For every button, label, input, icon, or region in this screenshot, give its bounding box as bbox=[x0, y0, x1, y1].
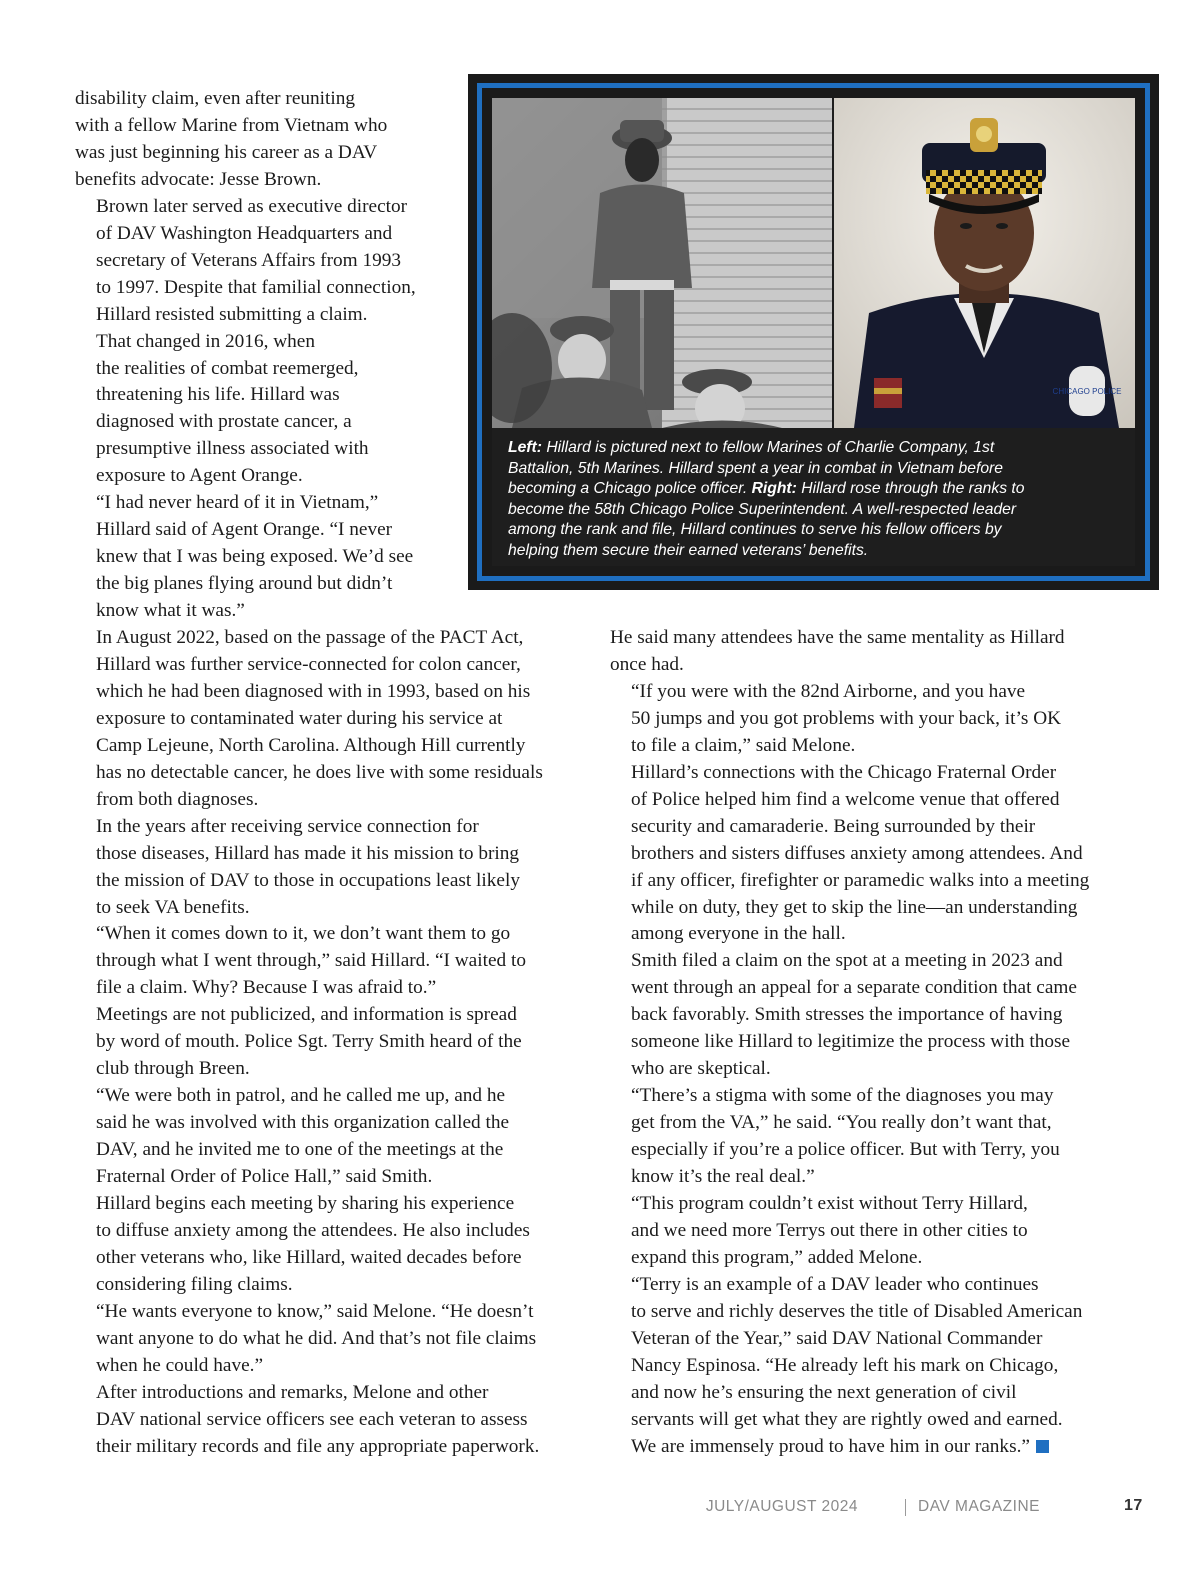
paragraph bbox=[610, 625, 1130, 679]
caption-text: helping them secure their earned veterans’ benefits. bbox=[508, 541, 869, 559]
photo-caption bbox=[508, 438, 1118, 562]
paragraph bbox=[75, 1380, 580, 1461]
text-line: and we need more Terrys out there in other cities to bbox=[631, 1219, 1028, 1241]
caption-line bbox=[508, 520, 1118, 541]
text-line: considering filing claims. bbox=[96, 1273, 293, 1295]
text-line: to seek VA benefits. bbox=[96, 896, 250, 918]
text-line: Hillard’s connections with the Chicago Fraternal Order bbox=[631, 761, 1057, 783]
paragraph bbox=[75, 329, 455, 491]
paragraph bbox=[75, 194, 455, 329]
text-line: by word of mouth. Police Sgt. Terry Smith heard of the bbox=[96, 1031, 522, 1053]
text-line: Camp Lejeune, North Carolina. Although Hill currently bbox=[96, 734, 526, 756]
text-line: file a claim. Why? Because I was afraid to.” bbox=[96, 977, 437, 999]
text-line: who are skeptical. bbox=[631, 1058, 771, 1080]
photo-police-superintendent bbox=[834, 98, 1135, 428]
text-line: know it’s the real deal.” bbox=[631, 1166, 815, 1188]
paragraph bbox=[75, 921, 580, 1002]
text-line: In August 2022, based on the passage of the PACT Act, bbox=[96, 627, 524, 648]
text-line: That changed in 2016, when bbox=[96, 330, 315, 352]
text-line: of Police helped him find a welcome venue that offered bbox=[631, 788, 1060, 810]
paragraph bbox=[75, 86, 455, 194]
text-line: Smith filed a claim on the spot at a meeting in 2023 and bbox=[631, 950, 1063, 972]
text-line: get from the VA,” he said. “You really don’t want that, bbox=[631, 1112, 1052, 1134]
text-line: secretary of Veterans Affairs from 1993 bbox=[96, 249, 402, 271]
text-line: which he had been diagnosed with in 1993, based on his bbox=[96, 680, 531, 702]
paragraph bbox=[610, 679, 1130, 760]
text-line: of DAV Washington Headquarters and bbox=[96, 222, 393, 244]
text-line: presumptive illness associated with bbox=[96, 438, 369, 460]
text-line: security and camaraderie. Being surrounded by their bbox=[631, 815, 1036, 837]
text-line: among everyone in the hall. bbox=[631, 923, 846, 945]
footer-magazine-name: DAV MAGAZINE bbox=[918, 1498, 1040, 1515]
text-line: those diseases, Hillard has made it his mission to bring bbox=[96, 842, 520, 864]
paragraph bbox=[75, 1299, 580, 1380]
text-line: We are immensely proud to have him in our ranks.” bbox=[610, 1434, 1130, 1461]
paragraph bbox=[75, 625, 580, 814]
text-line: “He wants everyone to know,” said Melone. “He doesn’t bbox=[96, 1300, 534, 1322]
text-line: “When it comes down to it, we don’t want them to go bbox=[96, 923, 511, 945]
text-line: Meetings are not publicized, and information is spread bbox=[96, 1004, 517, 1026]
text-line: to file a claim,” said Melone. bbox=[631, 734, 856, 756]
caption-line bbox=[508, 541, 1118, 562]
text-line: club through Breen. bbox=[96, 1058, 250, 1080]
text-line: expand this program,” added Melone. bbox=[631, 1246, 923, 1268]
article-column-right bbox=[610, 625, 1130, 1461]
text-line: Hillard said of Agent Orange. “I never bbox=[96, 519, 393, 541]
text-line: and now he’s ensuring the next generation of civil bbox=[631, 1381, 1017, 1403]
paragraph bbox=[610, 1272, 1130, 1461]
text-line: exposure to contaminated water during his service at bbox=[96, 707, 503, 729]
text-line: Fraternal Order of Police Hall,” said Smith. bbox=[96, 1166, 433, 1188]
text-line: while on duty, they get to skip the line—an understanding bbox=[631, 896, 1078, 918]
text-line: the big planes flying around but didn’t bbox=[96, 573, 393, 595]
caption-text: become the 58th Chicago Police Superintendent. A well-respected leader bbox=[508, 500, 1017, 518]
text-line: to diffuse anxiety among the attendees. He also includes bbox=[96, 1219, 530, 1241]
text-line: said he was involved with this organization called the bbox=[96, 1112, 510, 1134]
text-line: other veterans who, like Hillard, waited decades before bbox=[96, 1246, 522, 1268]
page-footer bbox=[600, 1496, 1143, 1520]
photo-inner bbox=[492, 98, 1135, 566]
text-line: Hillard begins each meeting by sharing his experience bbox=[96, 1193, 515, 1215]
footer-issue: JULY/AUGUST 2024 bbox=[705, 1498, 858, 1515]
text-line: know what it was.” bbox=[96, 600, 245, 622]
paragraph bbox=[75, 1191, 580, 1299]
caption-line bbox=[508, 500, 1118, 521]
caption-line bbox=[508, 459, 1118, 480]
text-line: from both diagnoses. bbox=[96, 788, 259, 810]
paragraph bbox=[610, 1083, 1130, 1191]
text-line: has no detectable cancer, he does live with some residuals bbox=[96, 761, 543, 783]
text-line: want anyone to do what he did. And that’s not file claims bbox=[96, 1327, 537, 1349]
caption-text: Hillard rose through the ranks to bbox=[796, 480, 1025, 498]
text-line: with a fellow Marine from Vietnam who bbox=[75, 114, 388, 136]
text-line: “This program couldn’t exist without Terry Hillard, bbox=[631, 1193, 1028, 1215]
text-line: especially if you’re a police officer. But with Terry, you bbox=[631, 1139, 1060, 1161]
text-line: the realities of combat reemerged, bbox=[96, 357, 359, 379]
text-line: Hillard was further service-connected for colon cancer, bbox=[96, 653, 521, 675]
text-line: went through an appeal for a separate condition that came bbox=[631, 977, 1077, 999]
end-of-article-mark bbox=[1036, 1440, 1049, 1453]
text-line: to 1997. Despite that familial connection, bbox=[96, 276, 416, 298]
paragraph bbox=[75, 490, 455, 625]
text-line: threatening his life. Hillard was bbox=[96, 384, 340, 406]
text-line: was just beginning his career as a DAV bbox=[75, 141, 378, 163]
text-line: if any officer, firefighter or paramedic walks into a meeting bbox=[631, 869, 1090, 891]
caption-text: becoming a Chicago police officer. bbox=[508, 480, 752, 498]
caption-line bbox=[508, 479, 1118, 500]
caption-text: Hillard is pictured next to fellow Marines of Charlie Company, 1st bbox=[541, 439, 995, 456]
text-line: the mission of DAV to those in occupations least likely bbox=[96, 869, 520, 891]
caption-line bbox=[508, 438, 1118, 459]
paragraph bbox=[610, 948, 1130, 1083]
badge-text: CHICAGO POLICE bbox=[1052, 387, 1122, 396]
text-line: Nancy Espinosa. “He already left his mark on Chicago, bbox=[631, 1354, 1059, 1376]
text-line: brothers and sisters diffuses anxiety among attendees. And bbox=[631, 842, 1083, 864]
text-line: diagnosed with prostate cancer, a bbox=[96, 411, 352, 433]
caption-label: Left: bbox=[508, 439, 542, 456]
page-number: 17 bbox=[1124, 1497, 1143, 1514]
footer-divider bbox=[905, 1499, 906, 1516]
paragraph bbox=[75, 814, 580, 922]
text-line: once had. bbox=[610, 653, 684, 675]
text-line: to serve and richly deserves the title of Disabled American bbox=[631, 1300, 1083, 1322]
text-line: “I had never heard of it in Vietnam,” bbox=[96, 492, 379, 514]
paragraph bbox=[610, 1191, 1130, 1272]
photo-marines-vietnam bbox=[492, 98, 832, 428]
text-line: when he could have.” bbox=[96, 1354, 264, 1376]
article-column-top bbox=[75, 86, 455, 625]
article-column-left bbox=[75, 625, 580, 1461]
text-line: DAV, and he invited me to one of the meetings at the bbox=[96, 1139, 504, 1161]
text-line: Hillard resisted submitting a claim. bbox=[96, 303, 368, 325]
text-line: someone like Hillard to legitimize the process with those bbox=[631, 1031, 1071, 1053]
text-line: benefits advocate: Jesse Brown. bbox=[75, 168, 322, 190]
text-line: “There’s a stigma with some of the diagnoses you may bbox=[631, 1085, 1054, 1107]
text-line: through what I went through,” said Hillard. “I waited to bbox=[96, 950, 526, 972]
text-line: He said many attendees have the same mentality as Hillard bbox=[610, 627, 1065, 648]
text-line: Veteran of the Year,” said DAV National Commander bbox=[631, 1327, 1043, 1349]
caption-text: Battalion, 5th Marines. Hillard spent a year in combat in Vietnam before bbox=[508, 459, 1003, 477]
text-line: back favorably. Smith stresses the importance of having bbox=[631, 1004, 1063, 1026]
text-line: “Terry is an example of a DAV leader who continues bbox=[631, 1273, 1039, 1295]
text-line: “If you were with the 82nd Airborne, and you have bbox=[631, 680, 1026, 702]
text-line: disability claim, even after reuniting bbox=[75, 88, 356, 109]
photo-panel bbox=[468, 74, 1159, 590]
text-line: their military records and file any appropriate paperwork. bbox=[96, 1435, 540, 1457]
text-line: DAV national service officers see each veteran to assess bbox=[96, 1408, 528, 1430]
text-line: 50 jumps and you got problems with your back, it’s OK bbox=[631, 707, 1062, 729]
text-line: After introductions and remarks, Melone and other bbox=[96, 1381, 489, 1403]
text-line: “We were both in patrol, and he called me up, and he bbox=[96, 1085, 506, 1107]
caption-label: Right: bbox=[751, 480, 797, 498]
caption-text: among the rank and file, Hillard continues to serve his fellow officers by bbox=[508, 521, 1002, 539]
paragraph bbox=[75, 1083, 580, 1191]
paragraph bbox=[75, 1002, 580, 1083]
text-line: exposure to Agent Orange. bbox=[96, 465, 303, 487]
text-line: servants will get what they are rightly owed and earned. bbox=[631, 1408, 1063, 1430]
text-line: In the years after receiving service connection for bbox=[96, 815, 479, 837]
text-line: knew that I was being exposed. We’d see bbox=[96, 546, 414, 568]
paragraph bbox=[610, 760, 1130, 949]
text-line: Brown later served as executive director bbox=[96, 195, 408, 217]
